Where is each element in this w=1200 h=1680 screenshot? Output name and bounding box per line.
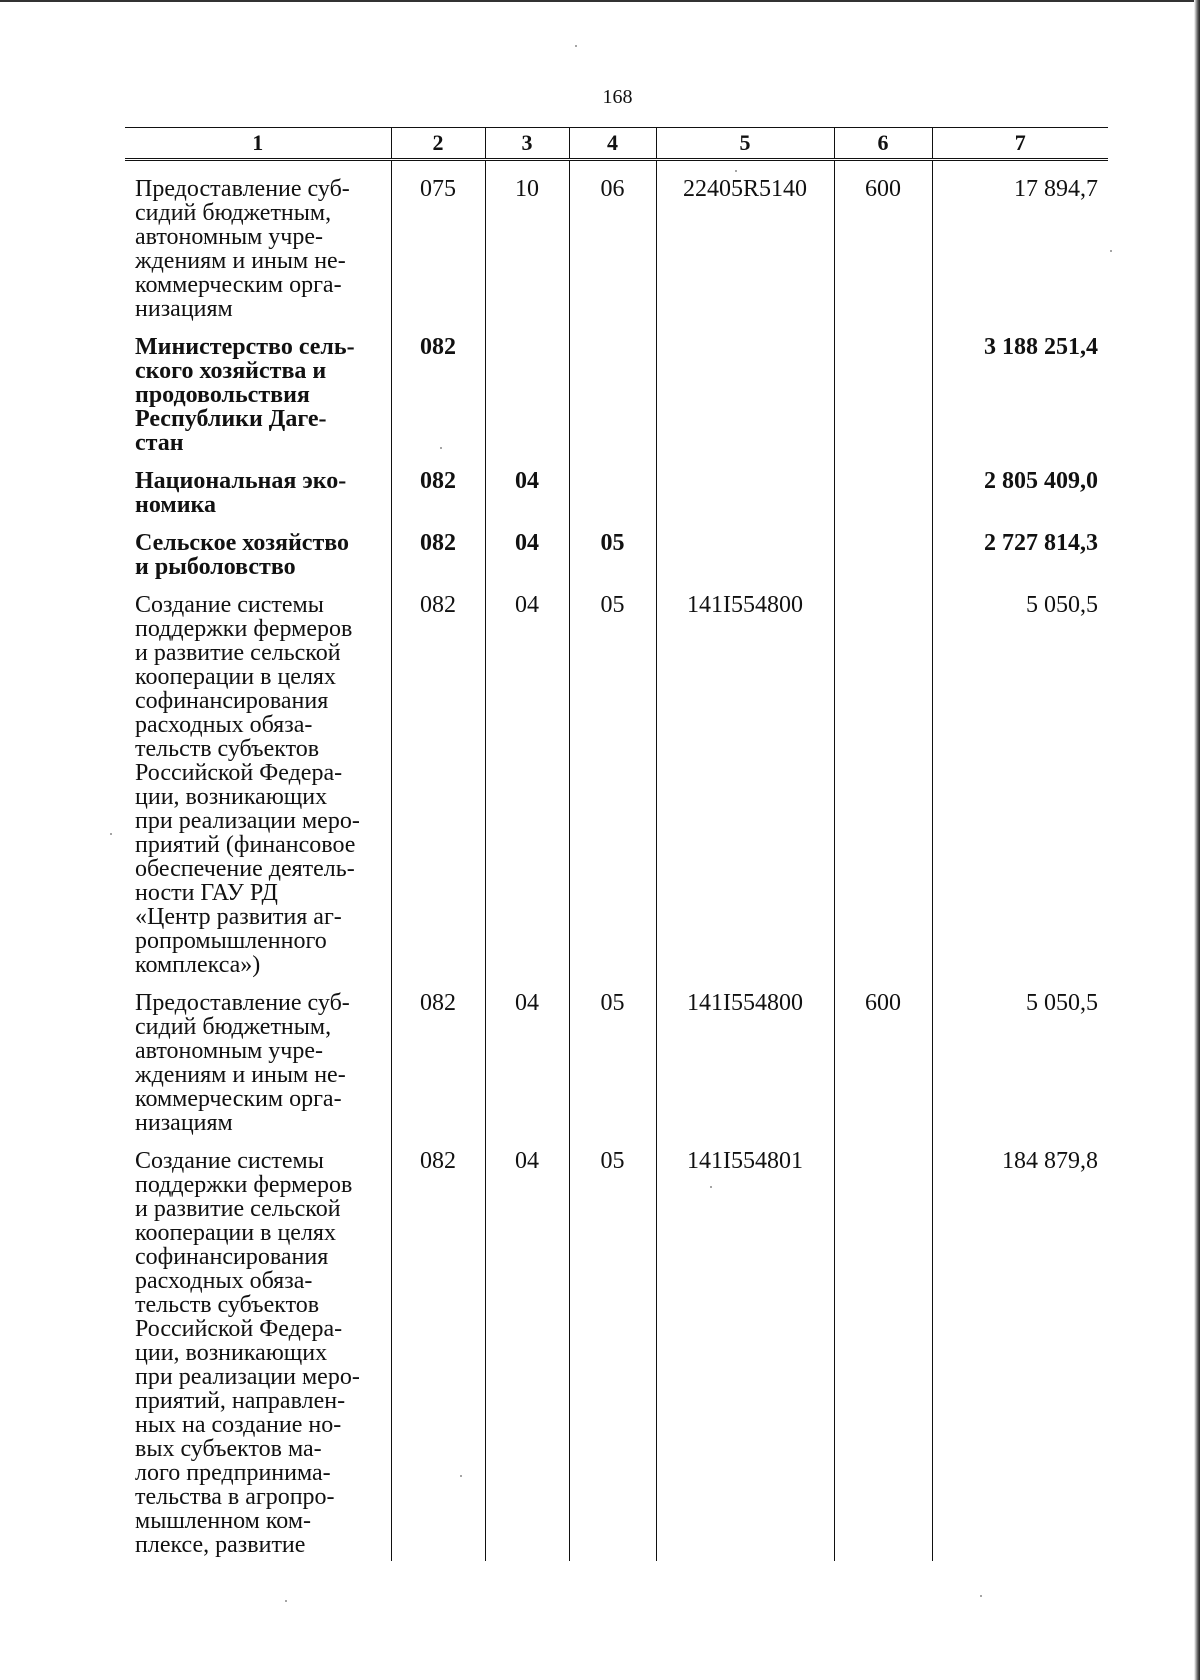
page-number: 168 — [602, 86, 633, 108]
table-row — [125, 531, 1108, 593]
row-name — [125, 593, 391, 991]
cell-amount: 184 879,8 — [932, 1149, 1108, 1561]
cell-code-3: 04 — [485, 531, 569, 593]
cell-amount: 2 805 409,0 — [932, 469, 1108, 531]
cell-code-3: 10 — [485, 177, 569, 335]
row-name-text: Предоставление суб- сидий бюджетным, автономным учре- ждениям и иным не- коммерческим орга- низациям — [135, 176, 350, 322]
cell-code-4 — [569, 335, 656, 469]
cell-code-2: 082 — [391, 335, 485, 469]
cell-amount: 5 050,5 — [932, 991, 1108, 1149]
cell-code-6: 600 — [834, 177, 932, 335]
cell-amount: 3 188 251,4 — [932, 335, 1108, 469]
cell-code-6 — [834, 531, 932, 593]
cell-code-2: 082 — [391, 1149, 485, 1561]
budget-table — [125, 127, 1108, 1561]
cell-amount: 5 050,5 — [932, 593, 1108, 991]
cell-code-3: 04 — [485, 991, 569, 1149]
cell-code-3 — [485, 335, 569, 469]
column-header: 1 — [125, 128, 391, 160]
column-header: 6 — [834, 128, 932, 160]
column-header: 5 — [656, 128, 834, 160]
scan-speck — [440, 447, 442, 449]
scan-speck — [980, 1595, 982, 1597]
scan-speck — [1110, 250, 1112, 252]
row-name — [125, 1149, 391, 1561]
row-name-text: Министерство сель- ского хозяйства и продовольствия Республики Даге- стан — [135, 334, 355, 456]
cell-code-5: 22405R5140 — [656, 177, 834, 335]
cell-code-5 — [656, 469, 834, 531]
table-row — [125, 469, 1108, 531]
cell-code-3: 04 — [485, 1149, 569, 1561]
cell-code-2: 082 — [391, 593, 485, 991]
column-header: 3 — [485, 128, 569, 160]
cell-code-6 — [834, 593, 932, 991]
cell-code-6: 600 — [834, 991, 932, 1149]
row-name — [125, 177, 391, 335]
cell-code-4: 05 — [569, 593, 656, 991]
cell-code-4 — [569, 469, 656, 531]
table-row — [125, 335, 1108, 469]
cell-code-5: 141I554800 — [656, 593, 834, 991]
cell-code-4: 05 — [569, 531, 656, 593]
table-body — [125, 177, 1108, 1561]
cell-code-5: 141I554800 — [656, 991, 834, 1149]
scan-edge — [1194, 0, 1200, 1680]
row-name — [125, 531, 391, 593]
cell-code-6 — [834, 335, 932, 469]
scan-speck — [735, 170, 737, 172]
column-header: 7 — [932, 128, 1108, 160]
cell-code-4: 05 — [569, 1149, 656, 1561]
row-name — [125, 469, 391, 531]
cell-code-5 — [656, 335, 834, 469]
cell-code-3: 04 — [485, 593, 569, 991]
scan-speck — [110, 833, 112, 835]
cell-code-3: 04 — [485, 469, 569, 531]
cell-code-2: 075 — [391, 177, 485, 335]
column-header: 2 — [391, 128, 485, 160]
cell-code-5 — [656, 531, 834, 593]
table-header — [125, 128, 1108, 178]
row-name — [125, 991, 391, 1149]
cell-amount: 17 894,7 — [932, 177, 1108, 335]
cell-code-5: 141I554801 — [656, 1149, 834, 1561]
cell-amount: 2 727 814,3 — [932, 531, 1108, 593]
cell-code-4: 06 — [569, 177, 656, 335]
scan-speck — [710, 1186, 712, 1188]
table-row — [125, 1149, 1108, 1561]
cell-code-2: 082 — [391, 991, 485, 1149]
cell-code-2: 082 — [391, 531, 485, 593]
column-header: 4 — [569, 128, 656, 160]
row-name-text: Предоставление суб- сидий бюджетным, автономным учре- ждениям и иным не- коммерческим орга- низациям — [135, 990, 350, 1136]
scan-edge — [0, 0, 1200, 2]
cell-code-6 — [834, 469, 932, 531]
scan-speck — [285, 1600, 287, 1602]
cell-code-2: 082 — [391, 469, 485, 531]
scan-speck — [460, 1475, 462, 1477]
row-name-text: Национальная эко- номика — [135, 468, 347, 518]
row-name — [125, 335, 391, 469]
table-row — [125, 177, 1108, 335]
row-name-text: Сельское хозяйство и рыболовство — [135, 530, 350, 580]
row-name-text: Создание системы поддержки фермеров и развитие сельской кооперации в целях софинансирования расходных обяза- тельств субъектов Российской Федера- ции, возникающих при реализации меро- приятий, направлен- ных на создание но- вых субъектов ма- лого предпринима- тельства в агропро- мышленном ком- плексе, развитие — [135, 1148, 360, 1558]
cell-code-6 — [834, 1149, 932, 1561]
table-row — [125, 593, 1108, 991]
table-row — [125, 991, 1108, 1149]
cell-code-4: 05 — [569, 991, 656, 1149]
row-name-text: Создание системы поддержки фермеров и развитие сельской кооперации в целях софинансирования расходных обяза- тельств субъектов Российской Федера- ции, возникающих при реализации меро- приятий (финансовое обеспечение деятель- ности ГАУ РД «Центр развития аг- ропромышленного комплекса») — [135, 592, 360, 978]
scan-speck — [575, 45, 577, 47]
